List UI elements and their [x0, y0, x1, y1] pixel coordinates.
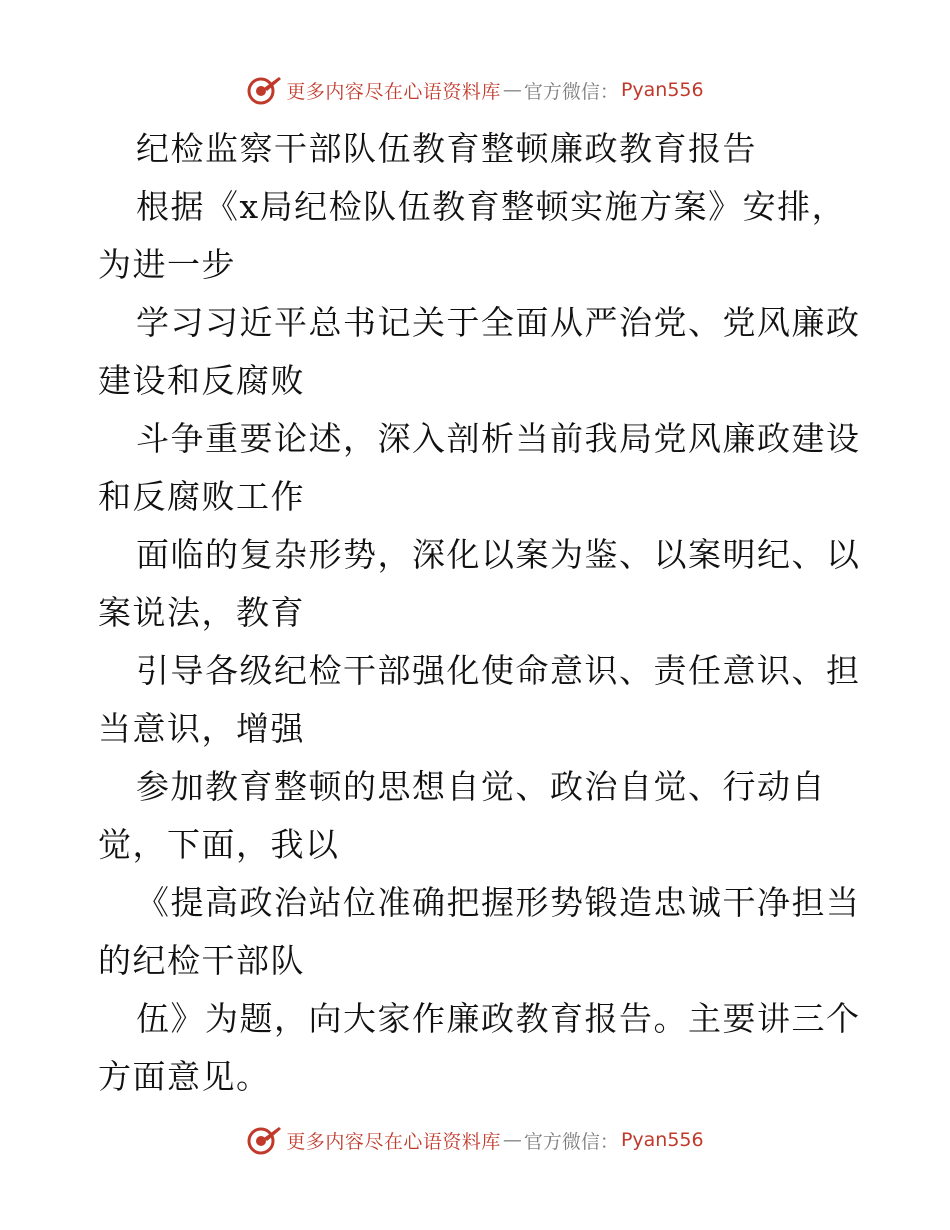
paragraph-line: 的纪检干部队	[98, 941, 305, 980]
paragraph-line: 案说法，教育	[98, 593, 305, 632]
paragraph	[98, 410, 861, 526]
footer-watermark	[0, 1124, 950, 1156]
paragraph-line: 参加教育整顿的思想自觉、政治自觉、行动自	[136, 767, 826, 806]
pen-logo-icon	[246, 1124, 282, 1156]
paragraph-line: 为进一步	[98, 245, 236, 284]
watermark-id: Pyan556	[620, 1129, 704, 1151]
paragraph	[98, 642, 861, 758]
paragraph-line: 斗争重要论述，深入剖析当前我局党风廉政建设	[136, 419, 861, 458]
paragraph-line: 根据《x局纪检队伍教育整顿实施方案》安排，	[136, 187, 847, 226]
paragraph	[98, 990, 861, 1106]
paragraph-line: 《提高政治站位准确把握形势锻造忠诚干净担当	[136, 883, 861, 922]
document-body	[98, 120, 861, 1106]
pen-logo-icon	[246, 74, 282, 106]
paragraph-line: 伍》为题，向大家作廉政教育报告。主要讲三个	[136, 999, 861, 1038]
paragraph-line: 建设和反腐败	[98, 361, 305, 400]
header-watermark	[0, 74, 950, 106]
paragraph-line: 觉，下面，我以	[98, 825, 340, 864]
paragraph-line: 方面意见。	[98, 1057, 271, 1096]
watermark-main-text: 更多内容尽在心语资料库	[286, 80, 501, 103]
paragraph-line: 引导各级纪检干部强化使命意识、责任意识、担	[136, 651, 861, 690]
watermark-sub-text: 官方微信：	[523, 1130, 619, 1153]
paragraph-line: 和反腐败工作	[98, 477, 305, 516]
paragraph	[98, 526, 861, 642]
watermark-main-text: 更多内容尽在心语资料库	[286, 1130, 501, 1153]
paragraph	[98, 758, 858, 874]
paragraph	[98, 294, 861, 410]
paragraph-line: 学习习近平总书记关于全面从严治党、党风廉政	[136, 303, 861, 342]
watermark-id: Pyan556	[620, 79, 704, 101]
watermark-dash: —	[502, 79, 522, 101]
paragraph	[98, 874, 861, 990]
paragraph-line: 当意识，增强	[98, 709, 305, 748]
document-title: 纪检监察干部队伍教育整顿廉政教育报告	[136, 129, 757, 168]
paragraph-line: 面临的复杂形势，深化以案为鉴、以案明纪、以	[136, 535, 861, 574]
watermark-sub-text: 官方微信：	[523, 80, 619, 103]
watermark-dash: —	[502, 1129, 522, 1151]
paragraph	[98, 178, 858, 294]
